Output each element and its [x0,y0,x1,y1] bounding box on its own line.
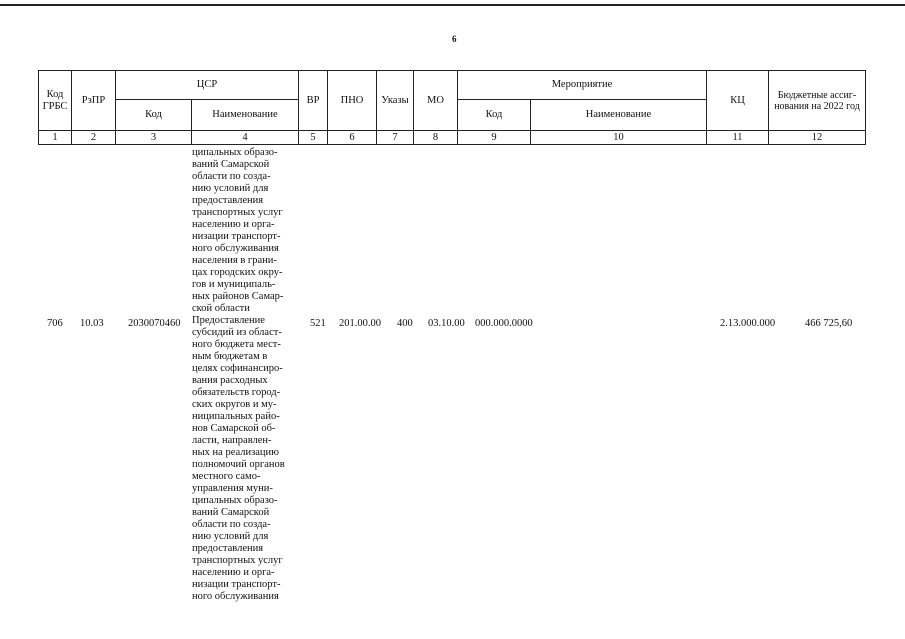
name-line: транспортных услуг [192,555,283,566]
col-event: Мероприятие [458,71,707,100]
name-line: области по созда- [192,519,271,530]
name-line: управления муни- [192,483,273,494]
col-vr: ВР [299,71,328,131]
name-line: населению и орга- [192,567,275,578]
col-csr: ЦСР [116,71,299,100]
col-mo: МО [414,71,458,131]
row-pno: 201.00.00 [339,318,381,329]
name-line: ного обслуживания [192,243,279,254]
csr-name-text [192,147,294,603]
col-num: 2 [72,131,116,145]
row-mo: 03.10.00 [428,318,465,329]
name-line: ным бюджетам в [192,351,268,362]
col-kod-grbs: Код ГРБС [39,71,72,131]
name-line: местного само- [192,471,261,482]
name-line: ципальных образо- [192,495,278,506]
row-kod-grbs: 706 [47,318,63,329]
name-line: полномочий органов [192,459,285,470]
col-assignments: Бюджетные ассиг-нования на 2022 год [769,71,866,131]
col-num: 8 [414,131,458,145]
col-num: 7 [377,131,414,145]
col-csr-kod: Код [116,100,192,131]
top-rule [0,4,905,6]
col-pno: ПНО [328,71,377,131]
name-line: низации транспорт- [192,231,281,242]
row-event-kod: 000.000.0000 [475,318,533,329]
col-num: 9 [458,131,531,145]
row-kc: 2.13.000.000 [720,318,776,329]
name-line: обязательств город- [192,387,281,398]
name-line: нов Самарской об- [192,423,276,434]
name-line: ного обслуживания [192,591,279,602]
col-num: 11 [707,131,769,145]
col-rzpr: РзПР [72,71,116,131]
name-line: области по созда- [192,171,271,182]
name-line: ваний Самарской [192,507,270,518]
name-line: ного бюджета мест- [192,339,281,350]
row-vr: 521 [310,318,326,329]
name-line: транспортных услуг [192,207,283,218]
name-line: низации транспорт- [192,579,281,590]
col-num: 5 [299,131,328,145]
name-line: предоставления [192,195,264,206]
name-line: ниципальных райо- [192,411,280,422]
col-num: 1 [39,131,72,145]
row-ukazy: 400 [397,318,413,329]
col-num: 6 [328,131,377,145]
name-line: ских округов и му- [192,399,277,410]
name-line: ской области [192,303,250,314]
name-line: нию условий для [192,183,269,194]
name-line: предоставления [192,543,264,554]
name-line: нию условий для [192,531,269,542]
name-line: населения в грани- [192,255,277,266]
name-line: ласти, направлен- [192,435,272,446]
name-line: целях софинансиро- [192,363,283,374]
name-line: ципальных образо- [192,147,278,158]
col-event-kod: Код [458,100,531,131]
name-line: субсидий из област- [192,327,282,338]
name-line: Предоставление [192,315,265,326]
page-number: 6 [452,34,457,44]
col-ukazy: Указы [377,71,414,131]
col-num: 12 [769,131,866,145]
budget-table-header [38,70,866,145]
name-line: вания расходных [192,375,268,386]
row-amount: 466 725,60 [805,318,853,329]
row-rzpr: 10.03 [80,318,104,329]
col-kc: КЦ [707,71,769,131]
name-line: ных на реализацию [192,447,279,458]
col-num: 4 [192,131,299,145]
name-line: населению и орга- [192,219,275,230]
name-line: гов и муниципаль- [192,279,276,290]
name-line: ваний Самарской [192,159,270,170]
name-line: цах городских окру- [192,267,283,278]
name-line: ных районов Самар- [192,291,284,302]
col-num: 3 [116,131,192,145]
row-csr-kod: 2030070460 [128,318,181,329]
col-num: 10 [531,131,707,145]
col-event-name: Наименование [531,100,707,131]
col-csr-name: Наименование [192,100,299,131]
